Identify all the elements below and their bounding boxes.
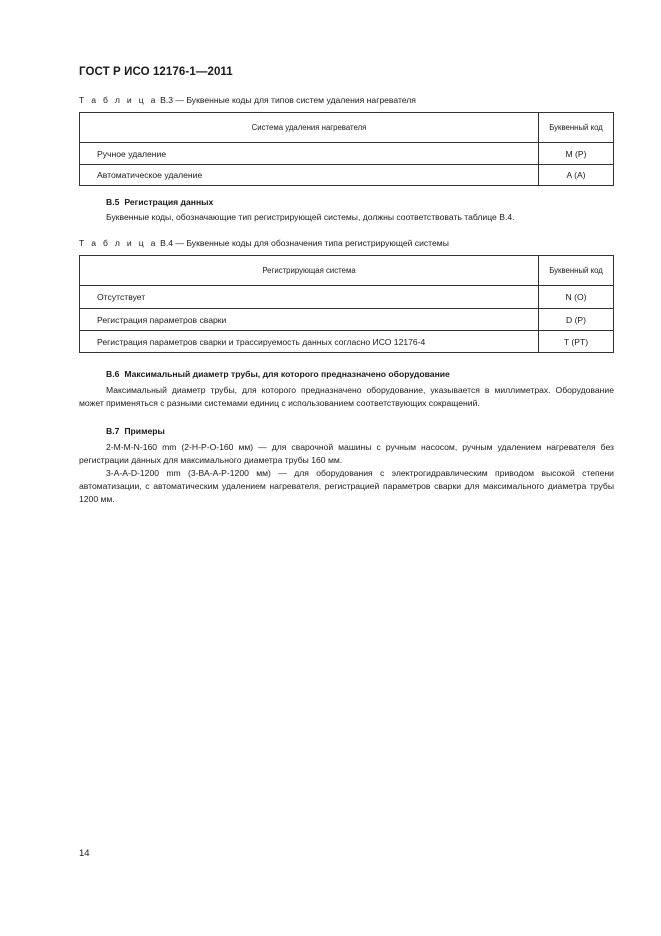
table-b3-col2-header: Буквенный код [539, 113, 614, 143]
table-cell-name: Автоматическое удаление [80, 165, 539, 186]
section-b7-heading [106, 426, 165, 436]
section-b7-example-2: 3-A-A-D-1200 mm (3-ВА-А-Р-1200 мм) — для оборудования с электрогидравлическим приводом высокой степени автоматизации, с автоматическим удалением нагревателя, регистрацией параметров сварки для максимального диаметра трубы 1200 мм. [79, 468, 614, 504]
page-number: 14 [79, 848, 90, 859]
section-b7-title: Примеры [124, 426, 165, 436]
table-b4-caption-text: В.4 — Буквенные коды для обозначения типа регистрирующей системы [160, 238, 449, 248]
table-b4-caption [79, 238, 449, 248]
section-b6-heading [106, 369, 450, 379]
section-b6-number: В.6 [106, 369, 120, 379]
section-b5-text: Буквенные коды, обозначающие тип регистрирующей системы, должны соответствовать таблице В.4. [106, 212, 515, 222]
table-row [80, 309, 614, 331]
table-b4-col2-header: Буквенный код [539, 256, 614, 286]
section-b5-title: Регистрация данных [124, 197, 214, 207]
table-cell-code: N (O) [539, 286, 614, 309]
table-b3-caption [79, 95, 416, 105]
table-row [80, 331, 614, 353]
table-row [80, 165, 614, 186]
table-cell-code: M (P) [539, 143, 614, 165]
table-cell-name: Регистрация параметров сварки [80, 309, 539, 331]
section-b5-heading [106, 197, 213, 207]
table-b3-caption-prefix: Т а б л и ц а [79, 95, 158, 105]
section-b6-title: Максимальный диаметр трубы, для которого предназначено оборудование [124, 369, 450, 379]
table-row [80, 143, 614, 165]
section-b6-text: Максимальный диаметр трубы, для которого предназначено оборудование, указывается в миллиметрах. Оборудование может применяться с разными системами единиц с использованием соответствующих сокращений. [79, 385, 614, 408]
section-b7-example-1: 2-M-M-N-160 mm (2-H-P-O-160 мм) — для сварочной машины с ручным насосом, ручным удалением нагревателя без регистрации данных для максимального диаметра трубы 160 мм. [79, 442, 614, 465]
table-cell-name: Отсутствует [80, 286, 539, 309]
table-cell-code: T (PT) [539, 331, 614, 353]
table-b4 [79, 255, 614, 353]
section-b5-number: В.5 [106, 197, 120, 207]
table-b3-caption-text: В.3 — Буквенные коды для типов систем удаления нагревателя [160, 95, 416, 105]
table-cell-name: Ручное удаление [80, 143, 539, 165]
table-b3-col1-header: Система удаления нагревателя [80, 113, 539, 143]
table-header-row [80, 256, 614, 286]
table-cell-code: D (P) [539, 309, 614, 331]
table-header-row [80, 113, 614, 143]
table-cell-name: Регистрация параметров сварки и трассируемость данных согласно ИСО 12176-4 [80, 331, 539, 353]
table-row [80, 286, 614, 309]
section-b7-number: В.7 [106, 426, 120, 436]
document-title: ГОСТ Р ИСО 12176-1—2011 [79, 66, 233, 78]
table-b4-caption-prefix: Т а б л и ц а [79, 238, 158, 248]
table-cell-code: A (A) [539, 165, 614, 186]
table-b4-col1-header: Регистрирующая система [80, 256, 539, 286]
table-b3 [79, 112, 614, 186]
